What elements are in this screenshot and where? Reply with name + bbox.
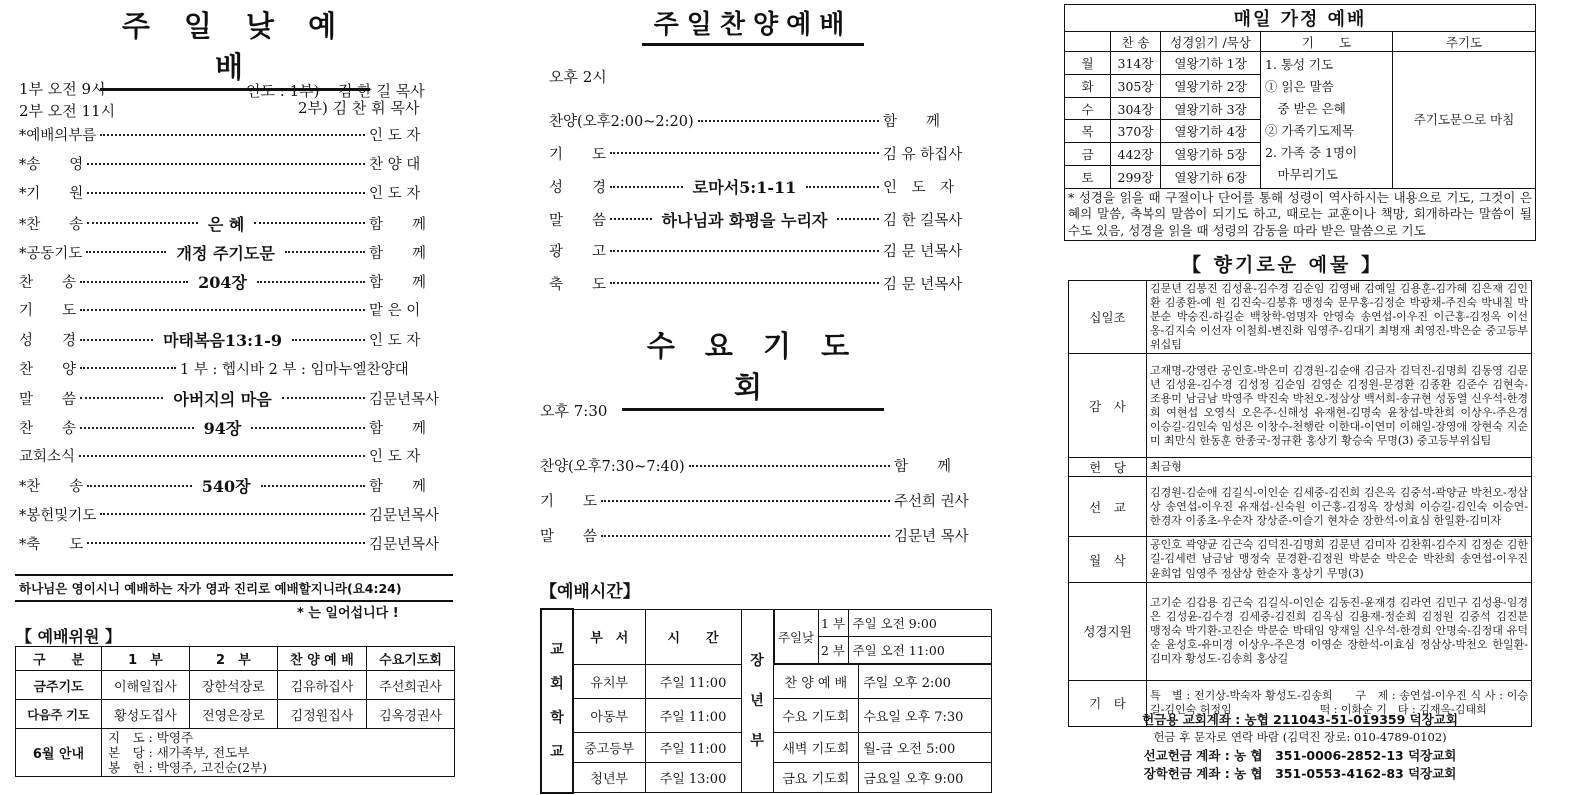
offering-row bbox=[1069, 458, 1532, 477]
dot-leader bbox=[261, 485, 365, 487]
dot-leader bbox=[610, 282, 879, 284]
order-row bbox=[19, 124, 453, 145]
dot-leader bbox=[87, 192, 365, 194]
order-label: 축 도 bbox=[549, 276, 607, 293]
schedule-title: 【예배시간】 bbox=[540, 582, 640, 602]
order-person: 함 께 bbox=[369, 275, 427, 291]
lords-prayer-note: 주기도문으로 마침 bbox=[1393, 52, 1536, 189]
order-label: *기 원 bbox=[19, 186, 84, 203]
dot-leader bbox=[87, 163, 365, 165]
order-row bbox=[19, 387, 453, 410]
order-person: 김 유 하집사 bbox=[883, 146, 963, 163]
praise-worship-title: 주일찬양예배 bbox=[622, 4, 884, 46]
june-line: 지 도 : 박영주 bbox=[108, 730, 194, 745]
order-label: 교회소식 bbox=[19, 449, 76, 466]
dot-leader bbox=[610, 218, 652, 220]
leader-label: 인도 : 1부) bbox=[246, 82, 320, 100]
service-time-1: 1부 오전 9시 bbox=[19, 80, 106, 98]
order-item: 아버지의 마음 bbox=[173, 389, 272, 409]
offering-names: 김문년 김봉진 김성윤-김수경 김순임 김영배 김예일 김용훈-김가혜 김은재 김인환 김종환-예 원 김진숙-김봉휴 맹정숙 문무홍-김정순 박광채-주진숙 박내칠 박분순 박숭진-하길순 백창학-엄명자 안영숙 송연섭-이우진 이근홍-김정옥 이선옹-김지숙 이선자 이철희-변진화 임영주-김대기 최병재 최영진-박은순 중고등부위십팀 bbox=[1147, 281, 1532, 354]
family-row: 토 299장 열왕기하 6장 bbox=[1065, 166, 1536, 189]
prayer-guide: 1. 통성 기도 ① 읽은 말씀 중 받은 은혜 ② 가족기도제목 2. 가족 중 1명이 마무리기도 bbox=[1261, 52, 1393, 189]
order-label: 기 도 bbox=[19, 303, 77, 320]
order-person: 인 도 자 bbox=[369, 186, 421, 203]
dot-leader bbox=[80, 339, 153, 341]
wednesday-time: 오후 7:30 bbox=[540, 402, 608, 420]
order-person: 김문년목사 bbox=[369, 536, 440, 553]
dot-leader bbox=[610, 250, 879, 252]
dot-leader bbox=[80, 309, 365, 311]
order-row bbox=[540, 455, 984, 476]
offering-names: 고기순 김갑용 김근숙 김길식-이인순 김동진-윤재경 김라연 김민구 김성용-임경은 김성윤-김수경 김세중-김진희 김옥심 김용재-정순희 김정원 김중석 김진분 맹정숙 박기환-고진순 박분순 박태임 양재일 신우석-한경희 안명숙-김정대 유덕순 윤성호-유미경 이상우-주은경 이영순 장한석-이효심 정삼상-박천오 한일환-김미자 황성도-김송희 홍상길 bbox=[1147, 582, 1532, 680]
service-time-2: 2부 오전 11시 bbox=[19, 102, 116, 120]
order-label: 성 경 bbox=[19, 333, 77, 350]
dot-leader bbox=[292, 339, 365, 341]
order-row bbox=[19, 504, 453, 525]
wednesday-title: 수 요 기 도 회 bbox=[622, 324, 884, 411]
dot-leader bbox=[80, 427, 194, 429]
order-label: 찬 송 bbox=[19, 275, 77, 291]
order-row bbox=[549, 110, 983, 131]
order-item: 로마서5:1-11 bbox=[692, 178, 797, 197]
dot-leader bbox=[601, 500, 890, 502]
order-person: 김 문 년목사 bbox=[883, 244, 963, 260]
order-item: 하나님과 화평을 누리자 bbox=[661, 210, 828, 230]
offering-names: 김경원-김순애 김길식-이인순 김세중-김진희 김은옥 김중석-곽양균 박천오-정삼상 송연섭-이우진 유재섭-신숙원 이근홍-김정옥 장성희 이승길-김인숙 이승연-한경자 이종초-우순자 장상준-이슬기 현차순 장한석-이효심 한일환-김미자 bbox=[1147, 477, 1532, 537]
dot-leader bbox=[79, 455, 365, 457]
account-note: 헌금 후 문자로 연락 바람 (김덕진 장로: 010-4789-0102) bbox=[1153, 730, 1447, 744]
family-offering-section bbox=[1062, 0, 1538, 795]
order-person: 인 도 자 bbox=[369, 449, 421, 466]
family-header-row: 찬 송 성경읽기 /묵상 기 도 주기도 bbox=[1065, 32, 1536, 52]
order-label: 성 경 bbox=[549, 180, 607, 196]
order-person: 함 께 bbox=[894, 459, 952, 475]
committee-row: 금주기도 이해일집사 장한석장로 김유하집사 주선희권사 bbox=[16, 671, 455, 700]
june-notice-label: 6월 안내 bbox=[16, 729, 102, 777]
order-row bbox=[549, 143, 983, 164]
offering-names: 최금형 bbox=[1147, 458, 1532, 477]
account-scholarship: 장학헌금 계좌 : 농 협 351-0553-4162-83 덕장교회 bbox=[1143, 766, 1457, 781]
offering-category: 헌 당 bbox=[1069, 458, 1147, 477]
committee-title: 【 예배위원 】 bbox=[16, 627, 121, 646]
order-person: 인 도 자 bbox=[369, 128, 421, 144]
order-person: 맡 은 이 bbox=[369, 303, 421, 320]
offering-row bbox=[1069, 477, 1532, 537]
order-row bbox=[549, 240, 983, 261]
dot-leader bbox=[257, 281, 365, 283]
committee-header-row: 구 분 1 부 2 부 찬 양 예 배 수요기도회 bbox=[16, 647, 455, 671]
order-label: *축 도 bbox=[19, 536, 84, 553]
family-row: 목 370장 열왕기하 4장 bbox=[1065, 120, 1536, 143]
order-row bbox=[19, 474, 453, 497]
account-mission: 선교헌금 계좌 : 농 협 351-0006-2852-13 덕장교회 bbox=[1143, 748, 1457, 763]
dot-leader bbox=[610, 186, 683, 188]
family-worship-title: 매일 가정 예배 bbox=[1065, 5, 1536, 32]
schedule-table bbox=[540, 608, 992, 794]
order-row bbox=[19, 270, 453, 293]
order-person: 함 께 bbox=[369, 421, 427, 437]
order-row bbox=[540, 525, 984, 546]
praise-worship-section bbox=[530, 0, 1000, 795]
order-label: 기 도 bbox=[540, 494, 598, 510]
order-person: 김 문 년목사 bbox=[883, 276, 963, 293]
order-item: 204장 bbox=[198, 273, 247, 292]
order-row bbox=[19, 416, 453, 439]
order-person: 함 께 bbox=[369, 245, 427, 262]
order-row bbox=[19, 328, 453, 351]
order-row bbox=[19, 445, 453, 466]
order-row bbox=[549, 273, 983, 294]
dot-leader bbox=[80, 281, 188, 283]
school-label: 교회학교 bbox=[541, 609, 573, 793]
family-note: * 성경을 읽을 때 구절이나 단어를 통해 성령이 역사하시는 내용으로 기도, 그것이 은혜의 말씀, 축복의 말씀이 되기도 하고, 때로는 교훈이나 책망, 회개하라는 말씀이 될 수도 있음, 성경을 읽을 때 성령의 감동을 따라 받은 말씀으로 기도 bbox=[1065, 189, 1536, 241]
adult-schedule-table: 주일낮 1 부 주일 오전 9:00 2 부 주일 오전 11:00 bbox=[774, 609, 992, 664]
dot-leader bbox=[86, 251, 166, 253]
dot-leader bbox=[251, 427, 365, 429]
order-item: 마태복음13:1-9 bbox=[163, 331, 282, 351]
dot-leader bbox=[282, 397, 365, 399]
offering-row bbox=[1069, 537, 1532, 582]
offering-row bbox=[1069, 354, 1532, 458]
order-label: 찬양(오후7:30~7:40) bbox=[540, 459, 685, 475]
dot-leader bbox=[698, 120, 879, 122]
sunday-worship-section bbox=[0, 0, 470, 795]
order-row bbox=[549, 208, 983, 231]
order-row bbox=[19, 241, 453, 264]
dot-leader bbox=[689, 465, 890, 467]
stand-note: * 는 일어섭니다 ! bbox=[297, 606, 399, 621]
schedule-row: 청년부 주일 13:00 금요 기도회 금요일 오후 9:00 bbox=[541, 763, 992, 793]
order-label: *송 영 bbox=[19, 157, 84, 174]
offering-category: 성경지원 bbox=[1069, 582, 1147, 680]
order-label: *예배의부름 bbox=[19, 128, 97, 144]
family-row: 화 305장 열왕기하 2장 bbox=[1065, 74, 1536, 97]
order-person: 김문년목사 bbox=[369, 507, 440, 524]
sunday-worship-title: 주 일 낮 예 배 bbox=[100, 4, 370, 91]
order-row bbox=[19, 153, 453, 174]
account-block bbox=[1068, 710, 1532, 782]
order-label: 광 고 bbox=[549, 244, 607, 260]
order-row bbox=[19, 212, 453, 235]
order-person: 찬 양 대 bbox=[369, 157, 421, 174]
dot-leader bbox=[87, 542, 365, 544]
verse-banner: 하나님은 영이시니 예배하는 자가 영과 진리로 예배할지니라(요4:24) bbox=[15, 574, 453, 602]
order-label: 말 씀 bbox=[549, 212, 607, 229]
order-label: *찬 송 bbox=[19, 216, 84, 233]
order-row bbox=[19, 299, 453, 320]
june-line: 본 당 : 새가족부, 전도부 bbox=[108, 745, 250, 760]
order-item: 개정 주기도문 bbox=[176, 243, 275, 263]
dot-leader bbox=[806, 186, 879, 188]
order-label: 찬 양 bbox=[19, 361, 77, 378]
offering-title: 【 향기로운 예물 】 bbox=[1182, 254, 1383, 276]
family-row: 수 304장 열왕기하 3장 bbox=[1065, 97, 1536, 120]
order-item: 은 혜 bbox=[207, 214, 245, 234]
order-row bbox=[19, 182, 453, 203]
schedule-row: 교회학교 부 서 시 간 장년부 주일낮 1 부 주일 오전 9:00 2 부 주일 오전 11:00 bbox=[541, 609, 992, 665]
order-person: 인 도 자 bbox=[883, 180, 955, 196]
order-person: 인 도 자 bbox=[369, 333, 421, 350]
family-row: 금 442장 열왕기하 5장 bbox=[1065, 143, 1536, 166]
order-label: 기 도 bbox=[549, 146, 607, 163]
schedule-row: 중고등부 주일 11:00 새벽 기도회 월-금 오전 5:00 bbox=[541, 733, 992, 763]
order-row bbox=[549, 175, 983, 198]
order-person: 김 한 길목사 bbox=[883, 212, 963, 229]
order-person: 김문년 목사 bbox=[894, 529, 969, 545]
offering-row bbox=[1069, 281, 1532, 354]
offering-table bbox=[1068, 280, 1532, 727]
order-label: *봉헌및기도 bbox=[19, 507, 97, 524]
order-row bbox=[540, 490, 984, 511]
dot-leader bbox=[601, 535, 890, 537]
order-item: 540장 bbox=[201, 477, 251, 497]
dot-leader bbox=[285, 251, 365, 253]
dot-leader bbox=[87, 222, 198, 224]
dot-leader bbox=[80, 397, 163, 399]
leader-1: 김 한 길 목사 bbox=[338, 82, 425, 100]
committee-row: 다음주 기도 황성도집사 전영은장로 김정원집사 김옥경권사 bbox=[16, 700, 455, 729]
order-label: 말 씀 bbox=[540, 529, 598, 545]
order-row bbox=[19, 358, 453, 379]
offering-category: 십일조 bbox=[1069, 281, 1147, 354]
offering-category: 기 타 bbox=[1069, 680, 1147, 726]
offering-category: 감 사 bbox=[1069, 354, 1147, 458]
offering-names: 고재명-강영란 공인호-박은미 김경원-김순애 김금자 김덕진-김명희 김동영 김문년 김성윤-김수경 김성정 김순임 김영순 김정원-문경환 김종환 김준수 김현숙-조용미 남금남 박영주 박진숙 박천오-정삼상 백서희-송규현 성동열 신우석-한경희 여현섭 오영식 오은주-신해성 유재현-김명숙 윤창섭-박찬희 이상우-주은경 이승길-김인숙 임성은 이창수-천행란 이한대-이연미 이해일-장영애 장현숙 지순미 최만식 한동훈 한종국-정규환 홍상기 황승숙 무명(3) 중고등부위십팀 bbox=[1147, 354, 1532, 458]
order-label: 찬 송 bbox=[19, 421, 77, 437]
order-person: 함 께 bbox=[883, 114, 941, 130]
june-notice-row bbox=[16, 729, 455, 777]
dot-leader bbox=[610, 152, 879, 154]
account-main: 헌금용 교회계좌 : 농협 211043-51-019359 덕장교회 bbox=[1142, 712, 1458, 727]
june-line: 봉 헌 : 박영주, 고진순(2부) bbox=[108, 760, 267, 775]
dot-leader bbox=[837, 218, 879, 220]
offering-names: 특 별 : 전기상-박숙자 황성도-김송희 구 제 : 송연섭-이우진 식 사 : 이승길-김인숙 허정임 떡 : 이화순 기 타 : 김재옥-김태희 bbox=[1147, 680, 1532, 726]
dot-leader bbox=[87, 485, 191, 487]
leader-2: 2부) 김 찬 휘 목사 bbox=[298, 99, 420, 117]
order-label: 말 씀 bbox=[19, 391, 77, 408]
order-person: 주선희 권사 bbox=[894, 494, 969, 510]
dot-leader bbox=[80, 367, 176, 369]
family-worship-table bbox=[1064, 4, 1536, 241]
praise-time: 오후 2시 bbox=[549, 68, 607, 86]
order-label: *찬 송 bbox=[19, 479, 84, 496]
offering-row bbox=[1069, 582, 1532, 680]
committee-table bbox=[15, 646, 455, 777]
order-row bbox=[19, 533, 453, 554]
dot-leader bbox=[254, 222, 365, 224]
order-person: 함 께 bbox=[369, 479, 427, 496]
family-row: 월 314장 열왕기하 1장 1. 통성 기도 ① 읽은 말씀 중 받은 은혜 ② 가족기도제목 2. 가족 중 1명이 마무리기도 주기도문으로 마침 bbox=[1065, 52, 1536, 75]
order-person: 함 께 bbox=[369, 216, 427, 233]
dot-leader bbox=[100, 134, 365, 136]
offering-category: 월 삭 bbox=[1069, 537, 1147, 582]
order-person: 김문년목사 bbox=[369, 391, 440, 408]
adult-label: 장년부 bbox=[741, 609, 773, 793]
order-label: *공동기도 bbox=[19, 245, 83, 262]
order-person: 1 부 : 헵시바 2 부 : 임마누엘찬양대 bbox=[180, 361, 409, 378]
order-label: 찬양(오후2:00~2:20) bbox=[549, 114, 694, 130]
order-item: 94장 bbox=[203, 419, 242, 438]
offering-category: 선 교 bbox=[1069, 477, 1147, 537]
schedule-row: 유치부 주일 11:00 찬 양 예 배 주일 오후 2:00 bbox=[541, 665, 992, 699]
dot-leader bbox=[100, 513, 365, 515]
offering-names: 공인호 곽양균 김근숙 김덕진-김명희 김문년 김미자 김찬휘-김수지 김정순 김한길-김세련 남금남 맹정숙 문경환-김정원 박분순 박은순 박찬희 송연섭-이우진 윤희업 임영주 정삼상 한순자 홍상기 무명(3) bbox=[1147, 537, 1532, 582]
schedule-row: 아동부 주일 11:00 수요 기도회 수요일 오후 7:30 bbox=[541, 699, 992, 733]
